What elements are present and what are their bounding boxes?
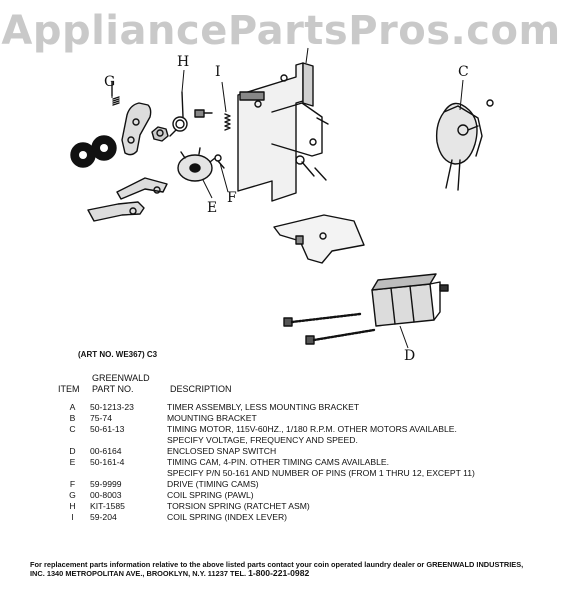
footer-line-2: INC. 1340 METROPOLITAN AVE., BROOKLYN, N.Y. 11237 TEL. bbox=[30, 569, 247, 578]
part-part-cell: 50-61-13 bbox=[90, 424, 125, 434]
part-desc-cell: TIMER ASSEMBLY, LESS MOUNTING BRACKET bbox=[167, 402, 360, 412]
table-row bbox=[55, 402, 547, 413]
part-desc-cell: TIMING CAM, 4-PIN. OTHER TIMING CAMS AVAILABLE. bbox=[167, 457, 390, 467]
part-item-cell: F bbox=[69, 479, 76, 489]
part-item-cell: I bbox=[71, 512, 74, 522]
part-part-cell: KIT-1585 bbox=[90, 501, 125, 511]
mounting-bracket-part bbox=[238, 63, 328, 201]
table-row bbox=[55, 446, 547, 457]
part-part-cell: 00-8003 bbox=[90, 490, 122, 500]
callout-g: G bbox=[104, 74, 116, 90]
leader-line-h bbox=[182, 70, 184, 92]
leader-line-top bbox=[306, 48, 308, 63]
hex-nut-part bbox=[152, 127, 168, 141]
callout-i: I bbox=[215, 64, 221, 80]
table-row bbox=[55, 479, 547, 490]
table-row bbox=[55, 413, 547, 424]
callout-e: E bbox=[207, 200, 218, 216]
callout-d: D bbox=[404, 348, 416, 364]
long-screw-bottom bbox=[306, 330, 374, 344]
parts-table bbox=[55, 402, 547, 523]
part-item-cell: C bbox=[69, 424, 76, 434]
part-item-cell: H bbox=[69, 501, 76, 511]
callout-h: H bbox=[177, 54, 190, 70]
footer-line-1: For replacement parts information relative to the above listed parts contact your coin operated laundry dealer or GREENWALD INDUSTRIES, bbox=[30, 560, 524, 569]
part-desc-cell: ENCLOSED SNAP SWITCH bbox=[167, 446, 277, 456]
table-row bbox=[55, 490, 547, 501]
coil-spring-index-lever-part bbox=[225, 114, 230, 130]
footer-note bbox=[30, 560, 550, 578]
part-desc-cell: DRIVE (TIMING CAMS) bbox=[167, 479, 259, 489]
torsion-spring-part bbox=[170, 92, 187, 136]
snap-switch-part bbox=[372, 274, 448, 326]
header-part-bottom: PART NO. bbox=[92, 384, 134, 394]
part-part-cell: 59-9999 bbox=[90, 479, 122, 489]
part-desc-cell: TORSION SPRING (RATCHET ASM) bbox=[167, 501, 310, 511]
timing-motor-part bbox=[437, 100, 493, 190]
part-desc-continuation-cell: SPECIFY P/N 50-161 AND NUMBER OF PINS (FROM 1 THRU 12, EXCEPT 11) bbox=[167, 468, 475, 478]
screw-part bbox=[195, 110, 212, 117]
callout-f: F bbox=[227, 190, 237, 206]
callout-c: C bbox=[458, 64, 469, 80]
part-part-cell: 50-1213-23 bbox=[90, 402, 134, 412]
table-row-continuation bbox=[55, 468, 547, 479]
part-part-cell: 50-161-4 bbox=[90, 457, 125, 467]
part-item-cell: B bbox=[69, 413, 76, 423]
index-lever-part bbox=[117, 178, 167, 199]
drive-part bbox=[215, 155, 224, 168]
header-description: DESCRIPTION bbox=[170, 384, 232, 394]
art-reference: (ART NO. WE367) C3 bbox=[78, 350, 158, 359]
part-item-cell: D bbox=[69, 446, 76, 456]
table-row bbox=[55, 457, 547, 468]
header-item: ITEM bbox=[58, 384, 80, 394]
part-part-cell: 00-6164 bbox=[90, 446, 122, 456]
long-screw-top bbox=[284, 314, 360, 326]
part-part-cell: 59-204 bbox=[90, 512, 117, 522]
pawl-plate-part bbox=[122, 103, 151, 155]
table-row bbox=[55, 512, 547, 523]
table-row bbox=[55, 501, 547, 512]
table-row-continuation bbox=[55, 435, 547, 446]
switch-cover-plate-part bbox=[274, 215, 364, 263]
part-desc-cell: COIL SPRING (PAWL) bbox=[167, 490, 254, 500]
leader-line-d bbox=[400, 326, 408, 348]
timing-cam-part bbox=[178, 148, 215, 181]
part-desc-continuation-cell: SPECIFY VOLTAGE, FREQUENCY AND SPEED. bbox=[167, 435, 358, 445]
part-item-cell: E bbox=[69, 457, 76, 467]
table-row bbox=[55, 424, 547, 435]
ratchet-gear-right bbox=[92, 136, 116, 160]
footer-phone: 1-800-221-0982 bbox=[248, 568, 310, 578]
part-desc-cell: COIL SPRING (INDEX LEVER) bbox=[167, 512, 288, 522]
part-part-cell: 75-74 bbox=[90, 413, 112, 423]
part-item-cell: A bbox=[69, 402, 76, 412]
part-desc-cell: MOUNTING BRACKET bbox=[167, 413, 257, 423]
watermark: AppliancePartsPros.com bbox=[1, 8, 561, 54]
part-desc-cell: TIMING MOTOR, 115V-60HZ., 1/180 R.P.M. OTHER MOTORS AVAILABLE. bbox=[167, 424, 457, 434]
pawl-lever-part bbox=[88, 202, 144, 221]
header-part-top: GREENWALD bbox=[92, 373, 150, 383]
leader-line-i bbox=[222, 82, 226, 112]
leader-line-e bbox=[203, 180, 212, 198]
part-item-cell: G bbox=[69, 490, 76, 500]
